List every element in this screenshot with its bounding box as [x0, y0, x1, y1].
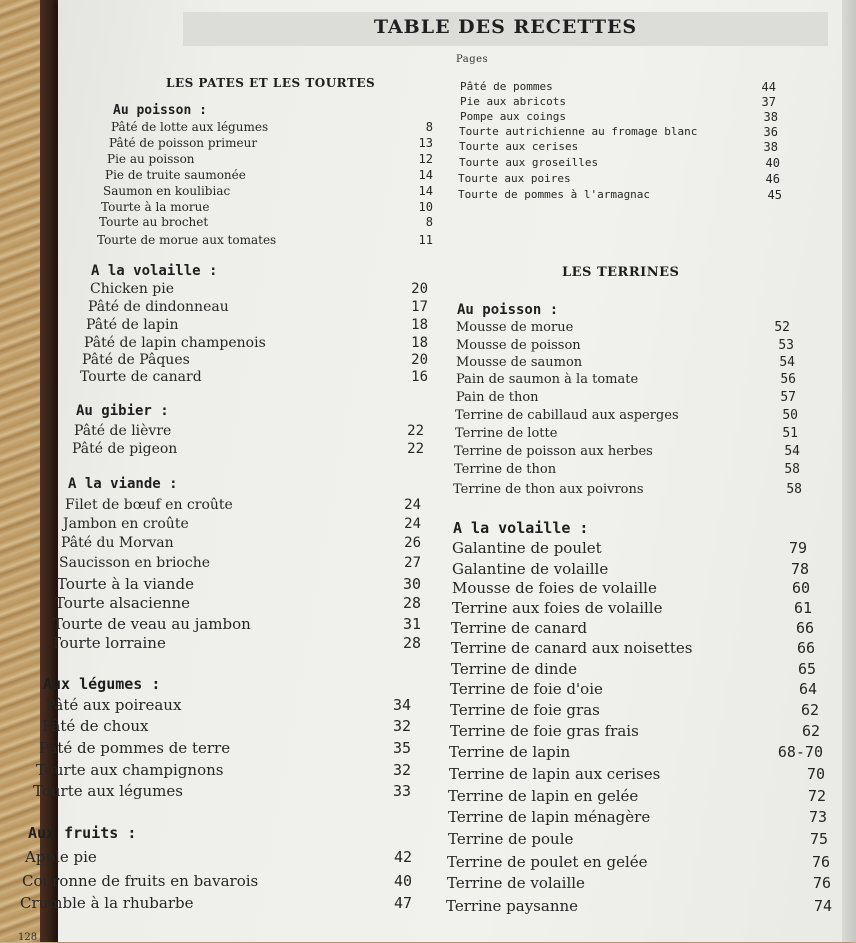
recipe-page-number: 30 — [402, 575, 421, 593]
page-edge — [842, 0, 856, 942]
recipe-name: Tourte aux groseilles — [459, 156, 599, 169]
recipe-page-number: 54 — [779, 355, 795, 370]
section-heading-terrines: LES TERRINES — [562, 265, 680, 280]
recipe-page-number: 76 — [812, 874, 831, 892]
recipe-name: Pie aux abricots — [460, 95, 566, 108]
recipe-name: Pompe aux coings — [460, 110, 566, 123]
recipe-name: Terrine de poisson aux herbes — [454, 444, 653, 459]
recipe-page-number: 72 — [807, 787, 826, 805]
recipe-page-number: 62 — [800, 701, 819, 719]
recipe-name: Mousse de poisson — [456, 338, 581, 353]
recipe-page-number: 11 — [418, 233, 433, 247]
recipe-name: Saucisson en brioche — [59, 555, 210, 571]
recipe-page-number: 10 — [418, 200, 433, 214]
recipe-page-number: 34 — [392, 696, 411, 714]
recipe-name: Terrine de foie gras frais — [450, 722, 639, 740]
recipe-name: Tourte de veau au jambon — [53, 615, 251, 633]
recipe-name: Tourte aux poires — [458, 172, 571, 185]
recipe-name: Terrine de lapin en gelée — [448, 787, 639, 805]
recipe-page-number: 22 — [407, 423, 424, 439]
category-heading: Au poisson : — [457, 302, 559, 318]
recipe-page-number: 31 — [402, 615, 421, 633]
recipe-page-number: 37 — [761, 95, 776, 109]
recipe-name: Terrine de canard aux noisettes — [451, 639, 693, 657]
recipe-name: Pie de truite saumonée — [105, 168, 246, 182]
category-heading: Aux légumes : — [43, 675, 161, 693]
recipe-name: Chicken pie — [90, 281, 175, 297]
recipe-name: Pâté de pigeon — [72, 441, 178, 457]
recipe-page-number: 62 — [801, 722, 820, 740]
recipe-name: Pain de thon — [456, 390, 539, 405]
recipe-name: Jambon en croûte — [63, 516, 189, 532]
recipe-name: Crumble à la rhubarbe — [20, 894, 194, 912]
recipe-page-number: 32 — [392, 717, 411, 735]
recipe-name: Apple pie — [25, 848, 97, 866]
recipe-page-number: 79 — [788, 539, 807, 557]
recipe-page-number: 13 — [418, 136, 433, 150]
recipe-name: Galantine de volaille — [452, 560, 609, 578]
recipe-name: Pâté de poisson primeur — [109, 136, 258, 150]
recipe-page-number: 38 — [763, 110, 778, 124]
recipe-name: Couronne de fruits en bavarois — [22, 872, 259, 890]
recipe-name: Pâté de pommes — [460, 80, 553, 93]
recipe-page-number: 74 — [813, 897, 832, 915]
recipe-name: Terrine de thon — [454, 462, 557, 477]
recipe-name: Tourte à la morue — [101, 200, 210, 214]
recipe-name: Terrine de foie d'oie — [450, 680, 603, 698]
recipe-page-number: 14 — [418, 184, 433, 198]
recipe-page-number: 32 — [392, 761, 411, 779]
recipe-name: Pâté de lapin champenois — [84, 335, 266, 351]
recipe-page-number: 57 — [780, 390, 796, 405]
recipe-page-number: 8 — [425, 120, 433, 134]
recipe-page-number: 33 — [392, 782, 411, 800]
recipe-page-number: 27 — [404, 555, 421, 571]
category-heading: Aux fruits : — [28, 824, 137, 842]
recipe-name: Tourte aux légumes — [33, 782, 183, 800]
recipe-name: Tourte alsacienne — [55, 594, 191, 612]
recipe-page-number: 58 — [784, 462, 800, 477]
category-heading: A la volaille : — [453, 519, 589, 537]
section-heading-pates-tourtes: LES PATES ET LES TOURTES — [166, 76, 376, 90]
recipe-name: Saumon en koulibiac — [103, 184, 231, 198]
recipe-page-number: 47 — [393, 894, 412, 912]
recipe-name: Pâté aux poireaux — [45, 696, 182, 714]
recipe-name: Tourte aux champignons — [36, 761, 224, 779]
recipe-page-number: 50 — [782, 408, 798, 423]
recipe-page-number: 60 — [791, 579, 810, 597]
category-heading: A la volaille : — [91, 263, 218, 279]
recipe-page-number: 18 — [411, 317, 428, 333]
recipe-page-number: 66 — [796, 639, 815, 657]
recipe-page-number: 36 — [763, 125, 778, 139]
recipe-name: Terrine aux foies de volaille — [452, 599, 663, 617]
recipe-page-number: 64 — [798, 680, 817, 698]
recipe-name: Mousse de morue — [456, 320, 574, 335]
recipe-page-number: 18 — [411, 335, 428, 351]
recipe-name: Terrine de lapin — [449, 743, 571, 761]
category-heading: A la viande : — [68, 476, 178, 492]
recipe-name: Mousse de foies de volaille — [452, 579, 657, 597]
recipe-page-number: 28 — [402, 594, 421, 612]
recipe-page-number: 26 — [404, 535, 421, 551]
recipe-page-number: 45 — [767, 188, 782, 202]
recipe-page-number: 61 — [793, 599, 812, 617]
recipe-page-number: 40 — [765, 156, 780, 170]
recipe-page-number: 65 — [797, 660, 816, 678]
recipe-name: Pâté de lièvre — [74, 423, 172, 439]
recipe-name: Pie au poisson — [107, 152, 195, 166]
recipe-page-number: 14 — [418, 168, 433, 182]
recipe-page-number: 22 — [407, 441, 424, 457]
recipe-name: Galantine de poulet — [452, 539, 602, 557]
recipe-page-number: 78 — [790, 560, 809, 578]
recipe-name: Terrine de poule — [448, 830, 574, 848]
recipe-page-number: 40 — [393, 872, 412, 890]
recipe-name: Terrine paysanne — [446, 897, 579, 915]
recipe-name: Terrine de dinde — [451, 660, 577, 678]
recipe-page-number: 44 — [761, 80, 776, 94]
recipe-name: Tourte de morue aux tomates — [97, 233, 277, 247]
recipe-page-number: 58 — [786, 482, 802, 497]
category-heading: Au poisson : — [113, 103, 207, 118]
recipe-page-number: 35 — [392, 739, 411, 757]
recipe-page-number: 24 — [404, 497, 421, 513]
recipe-name: Mousse de saumon — [456, 355, 583, 370]
recipe-page-number: 54 — [784, 444, 800, 459]
recipe-name: Terrine de lotte — [455, 426, 558, 441]
recipe-name: Tourte aux cerises — [459, 140, 579, 153]
recipe-page-number: 51 — [782, 426, 798, 441]
category-heading: Au gibier : — [76, 403, 169, 419]
recipe-page-number: 66 — [795, 619, 814, 637]
recipe-page-number: 28 — [402, 634, 421, 652]
recipe-name: Terrine de canard — [451, 619, 588, 637]
recipe-name: Terrine de volaille — [447, 874, 585, 892]
recipe-page-number: 75 — [809, 830, 828, 848]
recipe-name: Pâté de lotte aux légumes — [111, 120, 269, 134]
recipe-name: Pâté de Pâques — [82, 352, 190, 368]
recipe-name: Tourte au brochet — [99, 215, 209, 229]
recipe-name: Pain de saumon à la tomate — [456, 372, 639, 387]
recipe-name: Tourte autrichienne au fromage blanc — [459, 125, 698, 138]
recipe-name: Terrine de lapin ménagère — [448, 808, 651, 826]
recipe-page-number: 46 — [765, 172, 780, 186]
page-number: 128 — [18, 932, 38, 943]
recipe-page-number: 53 — [778, 338, 794, 353]
recipe-page-number: 16 — [411, 369, 428, 385]
recipe-page-number: 20 — [411, 281, 428, 297]
recipe-page-number: 17 — [411, 299, 428, 315]
recipe-name: Terrine de poulet en gelée — [447, 853, 648, 871]
pages-column-label: Pages — [456, 54, 489, 65]
recipe-page-number: 68-70 — [777, 743, 823, 761]
recipe-page-number: 56 — [780, 372, 796, 387]
recipe-page-number: 8 — [425, 215, 433, 229]
recipe-page-number: 52 — [774, 320, 790, 335]
recipe-name: Tourte lorraine — [51, 634, 166, 652]
recipe-name: Terrine de cabillaud aux asperges — [455, 408, 679, 423]
recipe-name: Terrine de thon aux poivrons — [453, 482, 644, 497]
recipe-page-number: 38 — [763, 140, 778, 154]
recipe-page-number: 76 — [811, 853, 830, 871]
recipe-name: Pâté de pommes de terre — [39, 739, 231, 757]
recipe-page-number: 24 — [404, 516, 421, 532]
recipe-name: Tourte de pommes à l'armagnac — [458, 188, 651, 201]
recipe-name: Terrine de foie gras — [450, 701, 600, 719]
recipe-name: Terrine de lapin aux cerises — [449, 765, 661, 783]
recipe-page-number: 42 — [393, 848, 412, 866]
recipe-page-number: 73 — [808, 808, 827, 826]
recipe-page-number: 20 — [411, 352, 428, 368]
recipe-page-number: 12 — [418, 152, 433, 166]
recipe-name: Filet de bœuf en croûte — [65, 497, 233, 513]
page-title: TABLE DES RECETTES — [373, 16, 638, 38]
recipe-page-number: 70 — [806, 765, 825, 783]
recipe-name: Pâté de lapin — [86, 317, 179, 333]
recipe-name: Pâté du Morvan — [61, 535, 174, 551]
recipe-name: Pâté de dindonneau — [88, 299, 229, 315]
recipe-name: Pâté de choux — [42, 717, 149, 735]
recipe-name: Tourte à la viande — [57, 575, 194, 593]
recipe-name: Tourte de canard — [80, 369, 202, 385]
